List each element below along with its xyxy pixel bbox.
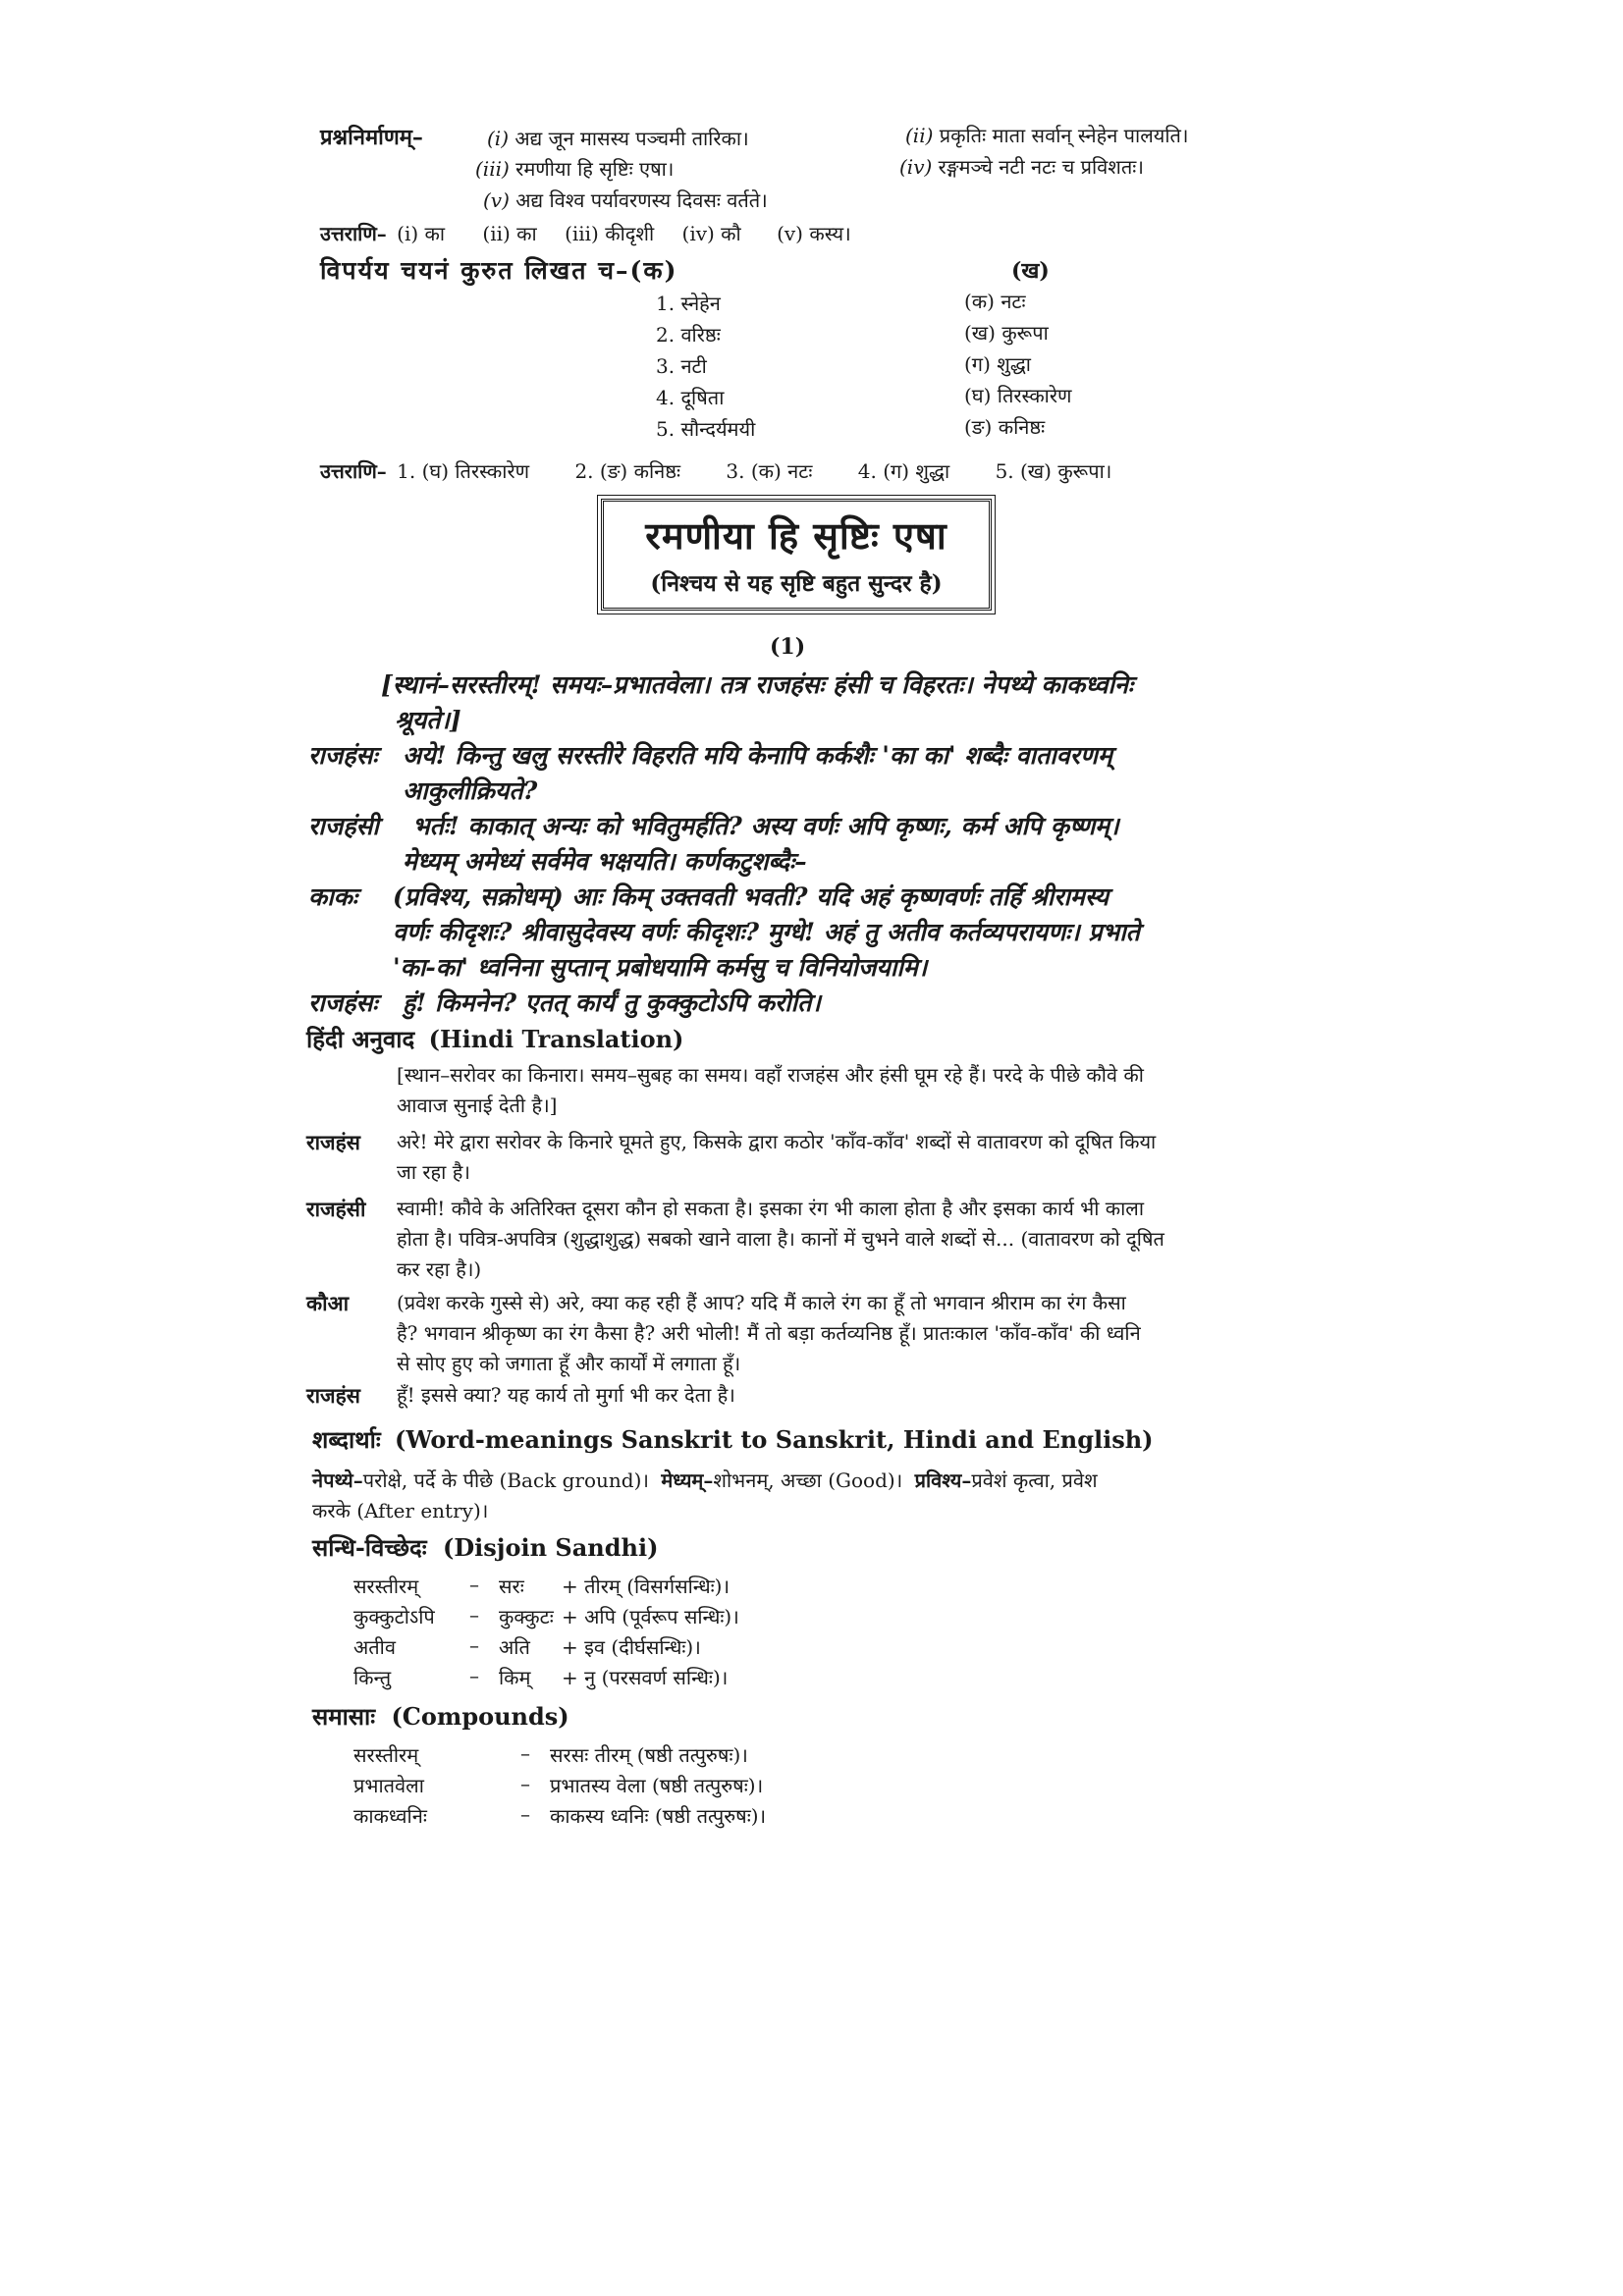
answer-2: (ii) का [482,222,537,245]
prashna-q3 [475,155,674,182]
viparyaya-right-3: (ग) शुद्धा [964,352,1031,376]
hindi-t3-1: (प्रवेश करके गुस्से से) अरे, क्या कह रही हैं आप? यदि मैं काले रंग का हूँ तो भगवान श्रीराम का रंग कैसा [397,1291,1126,1314]
vip-answer-3: 3. (क) नटः [726,459,813,483]
sandhi-row-4-part: किम् [499,1666,531,1689]
sandhi-row-2-rest: + अपि (पूर्वरूप सन्धिः)। [562,1605,739,1629]
shabdarthah-heading-hi: शब्दार्थाः [312,1425,381,1454]
prashna-answers-label: उत्तराणि– [320,222,387,245]
sandhi-row-1-dash: – [469,1573,479,1596]
answer-5: (v) कस्य। [777,222,851,245]
meaning-3: प्रवेशं कृत्वा, प्रवेश [971,1468,1098,1492]
d4-line-1: हुं! किमनेन? एतत् कार्यं तु कुक्कुटोऽपि करोति। [403,988,821,1017]
vip-answer-4: 4. (ग) शुद्धा [857,459,950,483]
stage-direction-1: [स्थानं–सरस्तीरम्! समयः–प्रभातवेला। तत्र राजहंसः हंसी च विहरतः। नेपथ्ये काकध्वनिः [381,670,1133,699]
d3-line-3: 'का-का' ध्वनिना सुप्तान् प्रबोधयामि कर्मसु च विनियोजयामि। [393,953,928,982]
vip-answer-5: 5. (ख) कुरूपा। [995,459,1112,483]
viparyaya-answers-label: उत्तराणि– [320,459,387,483]
shabdarthah-heading [312,1423,1154,1456]
viparyaya-right-5: (ङ) कनिष्ठः [964,415,1046,439]
answer-1: (i) का [397,222,446,245]
hindi-t4-1: हूँ! इससे क्या? यह कार्य तो मुर्गा भी कर देता है। [397,1383,735,1407]
hindi-t1-1: अरे! मेरे द्वारा सरोवर के किनारे घूमते हुए, किसके द्वारा कठोर 'काँव-काँव' शब्दों से वातावरण को दूषित किया [397,1130,1157,1153]
word-3: प्रविश्य– [914,1468,972,1492]
samasa-row-3-rest: काकस्य ध्वनिः (षष्ठी तत्पुरुषः)। [550,1804,767,1828]
hindi-stage-1: [स्थान–सरोवर का किनारा। समय–सुबह का समय। वहाँ राजहंस और हंसी घूम रहे हैं। परदे के पीछे कौवे की [397,1063,1144,1087]
vip-answer-1: 1. (घ) तिरस्कारेण [397,459,530,483]
sandhi-row-2-dash: – [469,1603,479,1627]
hindi-stage-2: आवाज सुनाई देती है।] [397,1094,558,1117]
word-2: मेध्यम्– [661,1468,714,1492]
q3-text: रमणीया हि सृष्टिः एषा। [515,157,675,181]
samasa-heading-en: (Compounds) [391,1702,569,1731]
samasa-row-1-word: सरस्तीरम् [353,1743,419,1767]
hindi-t2-1: स्वामी! कौवे के अतिरिक्त दूसरा कौन हो सकता है। इसका रंग भी काला होता है और इसका कार्य भी काला [397,1197,1145,1220]
q2-num: (ii) [905,124,934,147]
viparyaya-left-5: 5. सौन्दर्यमयी [656,417,756,441]
sandhi-row-1-part: सरः [499,1575,524,1598]
viparyaya-left-3: 3. नटी [656,354,707,378]
sandhi-heading-hi: सन्धि-विच्छेदः [312,1533,427,1562]
samasa-heading-hi: समासाः [312,1702,376,1731]
lesson-title: रमणीया हि सृष्टिः एषा [645,513,947,558]
q4-text: रङ्गमञ्चे नटी नटः च प्रविशतः। [938,155,1144,179]
sandhi-row-3-part: अति [499,1635,530,1659]
part-number: (1) [770,634,806,660]
viparyaya-heading: विपर्यय चयनं कुरुत लिखत च–(क) [320,256,678,285]
hindi-s2: राजहंसी [306,1197,366,1221]
answer-3: (iii) कीदृशी [565,222,655,245]
viparyaya-answers [320,457,1111,484]
hindi-t3-2: है? भगवान श्रीकृष्ण का रंग कैसा है? अरी भोली! मैं तो बड़ा कर्तव्यनिष्ठ हूँ। प्रातःकाल 'काँव-काँव' की ध्वनि [397,1321,1141,1345]
answer-4: (iv) कौ [681,222,741,245]
q4-num: (iv) [899,155,933,179]
hindi-s3: कौआ [306,1291,350,1315]
samasa-row-3-dash: – [520,1802,530,1826]
sandhi-row-4-rest: + नु (परसवर्ण सन्धिः)। [562,1666,729,1689]
prashna-q5 [483,187,768,213]
d3-line-1: (प्रविश्य, सक्रोधम्) आः किम् उक्तवती भवती? यदि अहं कृष्णवर्णः तर्हि श्रीरामस्य [393,882,1109,911]
viparyaya-col-kha: (ख) [1011,258,1050,284]
d2-speaker: राजहंसी [308,812,379,840]
hindi-t1-2: जा रहा है। [397,1160,470,1184]
sandhi-row-4-word: किन्तु [353,1666,392,1689]
meaning-1: परोक्षे, पर्दे के पीछे (Back ground)। [362,1468,649,1492]
q1-num: (i) [487,127,510,150]
d2-line-2: मेध्यम् अमेध्यं सर्वमेव भक्षयति। कर्णकटुशब्दैः– [403,847,807,876]
samasa-row-2-rest: प्रभातस्य वेला (षष्ठी तत्पुरुषः)। [550,1774,764,1797]
q1-text: अद्य जून मासस्य पञ्चमी तारिका। [514,127,749,150]
d3-speaker: काकः [308,882,357,911]
sandhi-heading-en: (Disjoin Sandhi) [442,1533,659,1562]
sandhi-row-3-dash: – [469,1633,479,1657]
viparyaya-left-4: 4. दूषिता [656,386,725,409]
hindi-t2-2: होता है। पवित्र-अपवित्र (शुद्धाशुद्ध) सबको खाने वाला है। कानों में चुभने वाले शब्दों से... (वातावरण को दूषित [397,1227,1164,1251]
prashna-q1 [487,125,749,151]
sandhi-heading [312,1531,658,1564]
hindi-s1: राजहंस [306,1130,360,1154]
d1-speaker: राजहंसः [308,741,378,770]
q5-num: (v) [483,188,510,212]
sandhi-row-1-rest: + तीरम् (विसर्गसन्धिः)। [562,1575,730,1598]
vip-answer-2: 2. (ङ) कनिष्ठः [574,459,681,483]
prashna-q2 [905,122,1189,148]
hindi-heading-hi: हिंदी अनुवाद [306,1025,415,1053]
samasa-row-2-word: प्रभातवेला [353,1774,424,1797]
prashna-answers [320,220,851,246]
viparyaya-left-1: 1. स्नेहेन [656,292,721,315]
d4-speaker: राजहंसः [308,988,378,1017]
samasa-row-1-rest: सरसः तीरम् (षष्ठी तत्पुरुषः)। [550,1743,748,1767]
shabdarthah-heading-en: (Word-meanings Sanskrit to Sanskrit, Hindi and English) [395,1425,1154,1454]
viparyaya-left-2: 2. वरिष्ठः [656,323,721,347]
d1-line-1: अये! किन्तु खलु सरस्तीरे विहरति मयि केनापि कर्कशैः 'का का' शब्दैः वातावरणम् [403,741,1112,770]
hindi-heading [306,1023,683,1055]
samasa-row-1-dash: – [520,1741,530,1765]
stage-direction-2: श्रूयते।] [395,706,461,734]
prashna-q4 [899,153,1144,180]
word-1: नेपथ्ये– [312,1468,363,1492]
hindi-heading-en: (Hindi Translation) [428,1025,684,1053]
hindi-t3-3: से सोए हुए को जगाता हूँ और कार्यों में लगाता हूँ। [397,1352,741,1375]
q2-text: प्रकृतिः माता सर्वान् स्नेहेन पालयति। [939,124,1189,147]
samasa-heading [312,1700,569,1733]
sandhi-row-2-word: कुक्कुटोऽपि [353,1605,435,1629]
d2-line-1: भर्तः! काकात् अन्यः को भवितुमर्हति? अस्य वर्णः अपि कृष्णः, कर्म अपि कृष्णम्। [412,812,1119,840]
shabdarthah-line-2: करके (After entry)। [312,1499,489,1522]
d3-line-2: वर्णः कीदृशः? श्रीवासुदेवस्य वर्णः कीदृशः? मुग्धे! अहं तु अतीव कर्तव्यपरायणः। प्रभाते [393,918,1140,946]
lesson-subtitle: (निश्चय से यह सृष्टि बहुत सुन्दर है) [650,570,943,597]
samasa-row-3-word: काकध्वनिः [353,1804,427,1828]
samasa-row-2-dash: – [520,1772,530,1795]
viparyaya-right-2: (ख) कुरूपा [964,321,1049,345]
sandhi-row-4-dash: – [469,1664,479,1687]
d1-line-2: आकुलीक्रियते? [403,776,538,805]
lesson-title-box [601,499,992,611]
q5-text: अद्य विश्व पर्यावरणस्य दिवसः वर्तते। [515,188,768,212]
sandhi-row-1-word: सरस्तीरम् [353,1575,419,1598]
sandhi-row-3-rest: + इव (दीर्घसन्धिः)। [562,1635,701,1659]
prashna-heading: प्रश्ननिर्माणम्– [320,125,423,150]
sandhi-row-2-part: कुक्कुटः [499,1605,554,1629]
sandhi-row-3-word: अतीव [353,1635,396,1659]
viparyaya-right-4: (घ) तिरस्कारेण [964,384,1072,407]
viparyaya-right-1: (क) नटः [964,290,1026,313]
meaning-2: शोभनम्, अच्छा (Good)। [713,1468,903,1492]
hindi-t2-3: कर रहा है।) [397,1257,482,1281]
shabdarthah-line-1 [312,1467,1098,1493]
q3-num: (iii) [475,157,510,181]
hindi-s4: राजहंस [306,1383,360,1408]
